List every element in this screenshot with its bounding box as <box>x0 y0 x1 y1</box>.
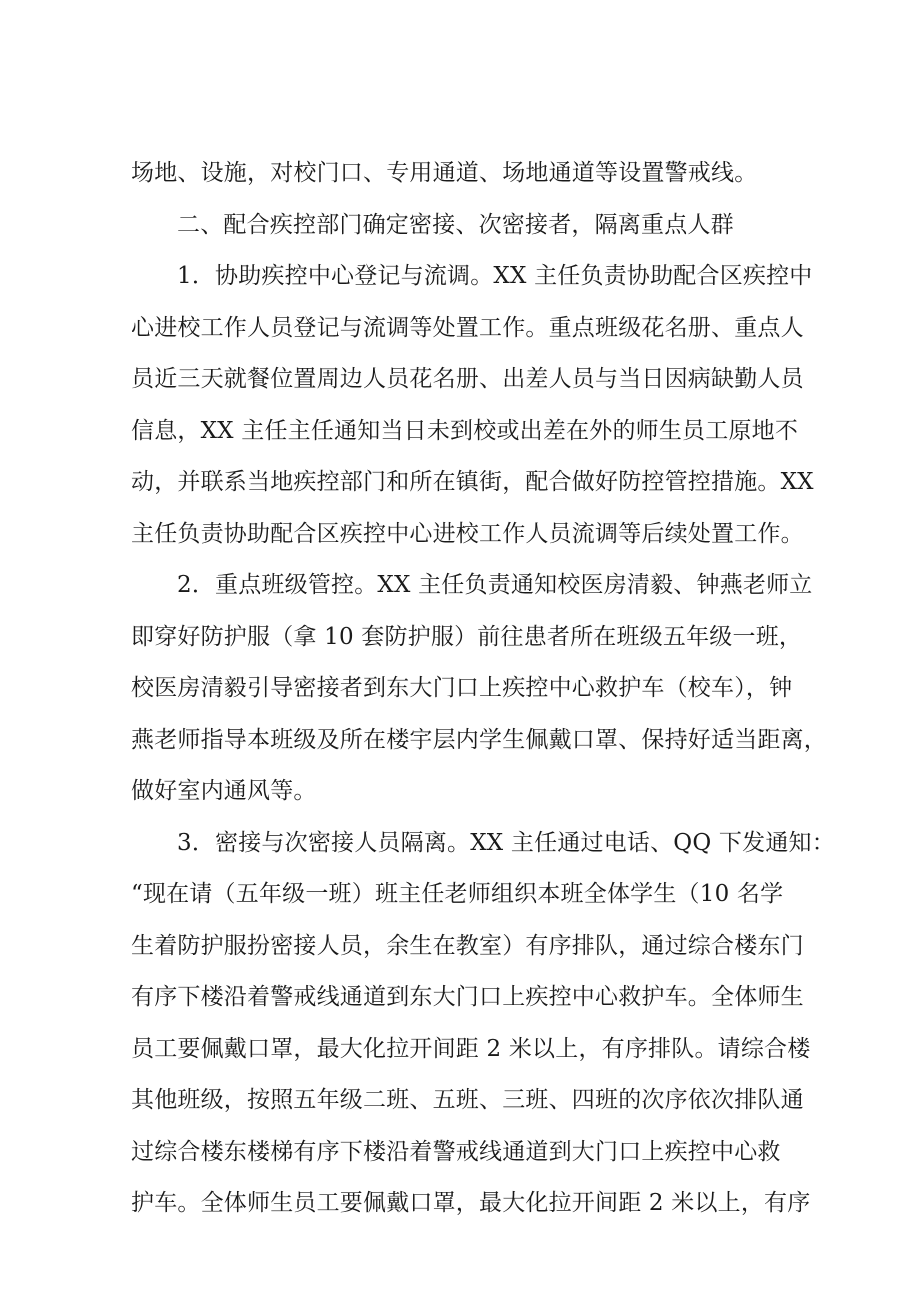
paragraph-line: 做好室内通风等。 <box>131 778 317 804</box>
document-body <box>131 148 835 1230</box>
paragraph-line: 心进校工作人员登记与流调等处置工作。重点班级花名册、重点人 <box>131 314 804 341</box>
paragraph-line: 过综合楼东楼梯有序下楼沿着警戒线通道到大门口上疾控中心救 <box>131 1138 781 1165</box>
paragraph-line: 场地、设施，对校门口、专用通道、场地通道等设置警戒线。 <box>131 160 758 186</box>
paragraph-line: 动，并联系当地疾控部门和所在镇街，配合做好防控管控措施。XX <box>131 469 814 495</box>
paragraph-line: 有序下楼沿着警戒线通道到东大门口上疾控中心救护车。全体师生 <box>131 984 804 1010</box>
paragraph-line: 2．重点班级管控。XX 主任负责通知校医房清毅、钟燕老师立 <box>177 572 813 598</box>
paragraph-line: 主任负责协助配合区疾控中心进校工作人员流调等后续处置工作。 <box>131 520 804 547</box>
paragraph-line: 即穿好防护服（拿 10 套防护服）前往患者所在班级五年级一班， <box>131 623 803 650</box>
section-heading: 二、配合疾控部门确定密接、次密接者，隔离重点人群 <box>177 211 734 238</box>
paragraph-line: 生着防护服扮密接人员，余生在教室）有序排队，通过综合楼东门 <box>131 932 804 959</box>
paragraph-line: 护车。全体师生员工要佩戴口罩，最大化拉开间距 2 米以上，有序 <box>131 1190 811 1216</box>
paragraph-line: 员近三天就餐位置周边人员花名册、出差人员与当日因病缺勤人员 <box>131 366 804 392</box>
paragraph-line: 员工要佩戴口罩，最大化拉开间距 2 米以上，有序排队。请综合楼 <box>131 1035 811 1062</box>
paragraph-line: 3．密接与次密接人员隔离。XX 主任通过电话、QQ 下发通知： <box>177 829 835 856</box>
paragraph-line: 1．协助疾控中心登记与流调。XX 主任负责协助配合区疾控中 <box>177 263 813 289</box>
paragraph-line: 校医房清毅引导密接者到东大门口上疾控中心救护车（校车），钟 <box>131 675 793 701</box>
paragraph-line: 信息，XX 主任主任通知当日未到校或出差在外的师生员工原地不 <box>131 417 799 444</box>
paragraph-line: 其他班级，按照五年级二班、五班、三班、四班的次序依次排队通 <box>131 1087 804 1113</box>
paragraph-line: 燕老师指导本班级及所在楼宇层内学生佩戴口罩、保持好适当距离， <box>131 726 827 753</box>
paragraph-line: “现在请（五年级一班）班主任老师组织本班全体学生（10 名学 <box>131 881 784 907</box>
